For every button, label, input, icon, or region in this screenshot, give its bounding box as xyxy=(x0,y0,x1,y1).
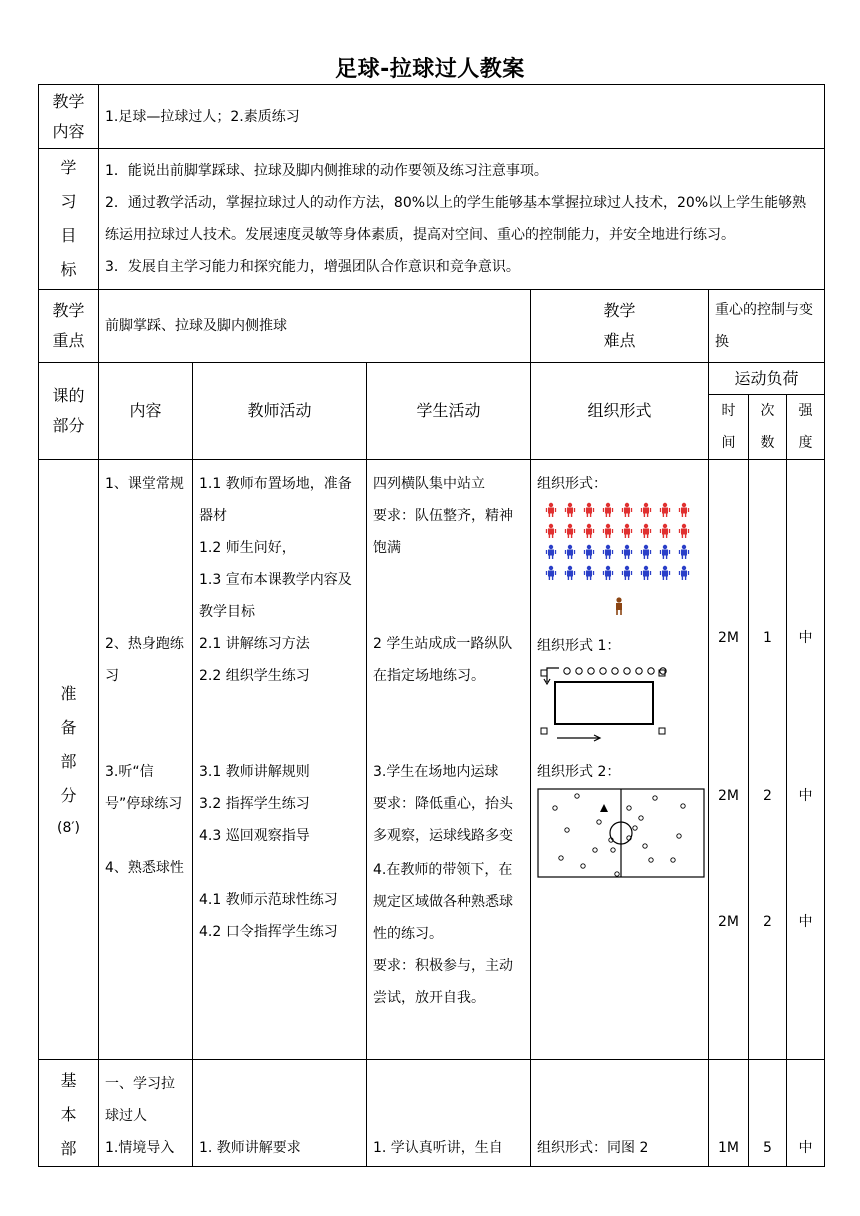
load-int-1: 中 xyxy=(798,630,813,646)
prep-teacher-5: 2.2 组织学生练习 xyxy=(199,668,310,684)
student-dot-icon xyxy=(600,668,606,674)
prep-student-5: 要求：降低重心，抬头多观察，运球线路多变 xyxy=(373,796,513,844)
teacher-figure-icon xyxy=(616,597,622,615)
student-dot-icon xyxy=(636,668,642,674)
student-figure-icon xyxy=(604,545,613,559)
student-figure-icon xyxy=(604,566,613,580)
prep-student-1: 四列横队集中站立 xyxy=(373,476,485,492)
goals-label xyxy=(39,149,99,290)
student-dot-icon xyxy=(611,848,615,852)
header-intensity-text: 强 度 xyxy=(798,403,813,451)
formation-diagram xyxy=(541,500,701,618)
student-figure-icon xyxy=(661,566,670,580)
prep-teacher-6: 3.1 教师讲解规则 xyxy=(199,764,310,780)
prep-student-6: 4.在教师的带领下，在规定区域做各种熟悉球性的练习。 xyxy=(373,862,513,942)
prep-teacher-4: 2.1 讲解练习方法 xyxy=(199,636,310,652)
org-label-2: 组织形式 2： xyxy=(537,764,621,780)
ball-control-field-diagram xyxy=(537,788,705,878)
prep-load-time xyxy=(709,460,749,1060)
basic-load-count xyxy=(749,1060,787,1167)
student-figure-icon xyxy=(661,545,670,559)
prep-part-label xyxy=(39,460,99,1060)
basic-intensity: 中 xyxy=(798,1140,813,1156)
load-int-3: 中 xyxy=(798,914,813,930)
student-figure-icon xyxy=(642,503,651,517)
student-dot-icon xyxy=(615,872,619,876)
diff-value: 重心的控制与变换 xyxy=(709,290,825,363)
prep-teacher-8: 4.3 巡回观察指导 xyxy=(199,828,310,844)
prep-teacher-1: 1.1 教师布置场地，准备器材 xyxy=(199,476,352,524)
student-figure-icon xyxy=(623,566,632,580)
student-figure-icon xyxy=(547,545,556,559)
org-label-1: 组织形式 1： xyxy=(537,638,621,654)
load-count-3: 2 xyxy=(763,914,772,930)
basic-part-label xyxy=(39,1060,99,1167)
prep-teacher-9: 4.1 教师示范球性练习 xyxy=(199,892,338,908)
student-dot-icon xyxy=(553,806,557,810)
header-time xyxy=(709,395,749,460)
student-figure-icon xyxy=(623,545,632,559)
student-figure-icon xyxy=(566,566,575,580)
prep-teacher xyxy=(193,460,367,1060)
student-dot-icon xyxy=(624,668,630,674)
running-track-diagram xyxy=(537,662,697,752)
prep-content-4: 4、熟悉球性 xyxy=(105,860,184,876)
student-dot-icon xyxy=(597,820,601,824)
basic-teacher xyxy=(193,1060,367,1167)
student-dot-icon xyxy=(559,856,563,860)
student-figure-icon xyxy=(585,545,594,559)
prep-content xyxy=(99,460,193,1060)
student-figure-icon xyxy=(623,503,632,517)
student-figure-icon xyxy=(566,545,575,559)
prep-student-3: 2 学生站成成一路纵队在指定场地练习。 xyxy=(373,636,513,684)
key-label xyxy=(39,290,99,363)
prep-duration: (8′) xyxy=(56,819,80,836)
student-dot-icon xyxy=(633,826,637,830)
prep-load-count xyxy=(749,460,787,1060)
header-student: 学生活动 xyxy=(367,363,531,460)
load-count-2: 2 xyxy=(763,788,772,804)
diff-label xyxy=(531,290,709,363)
diff-label-text: 教学 难点 xyxy=(603,301,636,350)
load-time-2: 2M xyxy=(718,788,739,804)
load-time-1: 2M xyxy=(718,630,739,646)
prep-student-2: 要求：队伍整齐，精神饱满 xyxy=(373,508,513,556)
basic-org-1: 组织形式：同图 2 xyxy=(537,1140,649,1156)
student-figure-icon xyxy=(642,545,651,559)
basic-time: 1M xyxy=(718,1140,739,1156)
prep-content-3: 3.听“信号”停球练习 xyxy=(105,764,183,812)
header-teacher: 教师活动 xyxy=(193,363,367,460)
prep-content-2: 2、热身跑练习 xyxy=(105,636,184,684)
student-figure-icon xyxy=(680,524,689,538)
content-label xyxy=(39,85,99,149)
student-figure-icon xyxy=(566,524,575,538)
org-label-0: 组织形式： xyxy=(537,476,607,492)
student-figure-icon xyxy=(680,566,689,580)
prep-teacher-2: 1.2 师生问好， xyxy=(199,540,296,556)
header-part xyxy=(39,363,99,460)
prep-student xyxy=(367,460,531,1060)
basic-load-time xyxy=(709,1060,749,1167)
basic-student xyxy=(367,1060,531,1167)
student-figure-icon xyxy=(680,545,689,559)
student-dot-icon xyxy=(581,864,585,868)
prep-part-text: 准 备 部 分 xyxy=(60,683,77,805)
header-intensity xyxy=(787,395,825,460)
goals-label-text: 学 习 目 标 xyxy=(60,158,77,279)
student-dot-icon xyxy=(588,668,594,674)
goal-item-2: 2．通过教学活动，掌握拉球过人的动作方法，80%以上的学生能够基本掌握拉球过人技术，20%以上学生能够熟练运用拉球过人技术。发展速度灵敏等身体素质，提高对空间、重心的控制能力，并安全地进行练习。 xyxy=(105,195,807,243)
student-dot-icon xyxy=(681,804,685,808)
basic-teacher-1: 1. 教师讲解要求 xyxy=(199,1140,301,1156)
student-figure-icon xyxy=(585,524,594,538)
student-figure-icon xyxy=(642,524,651,538)
basic-student-1: 1. 学认真听讲，生自 xyxy=(373,1140,503,1156)
header-load: 运动负荷 xyxy=(709,363,825,395)
student-figure-icon xyxy=(566,503,575,517)
prep-teacher-7: 3.2 指挥学生练习 xyxy=(199,796,310,812)
student-dot-icon xyxy=(643,844,647,848)
content-value: 1.足球—拉球过人；2.素质练习 xyxy=(99,85,825,149)
header-part-text: 课的 部分 xyxy=(52,386,85,435)
header-org: 组织形式 xyxy=(531,363,709,460)
load-int-2: 中 xyxy=(798,788,813,804)
load-count-1: 1 xyxy=(763,630,772,646)
student-dot-icon xyxy=(564,668,570,674)
student-dot-icon xyxy=(627,806,631,810)
student-dot-icon xyxy=(671,858,675,862)
header-content: 内容 xyxy=(99,363,193,460)
student-dot-icon xyxy=(648,668,654,674)
student-figure-icon xyxy=(680,503,689,517)
content-label-text: 教学 内容 xyxy=(52,91,85,141)
student-dot-icon xyxy=(593,848,597,852)
goal-item-3: 3．发展自主学习能力和探究能力，增强团队合作意识和竞争意识。 xyxy=(105,259,520,275)
student-figure-icon xyxy=(642,566,651,580)
basic-load-intensity xyxy=(787,1060,825,1167)
student-dot-icon xyxy=(612,668,618,674)
prep-teacher-10: 4.2 口令指挥学生练习 xyxy=(199,924,338,940)
prep-teacher-3: 1.3 宣布本课教学内容及教学目标 xyxy=(199,572,352,620)
basic-content xyxy=(99,1060,193,1167)
load-time-3: 2M xyxy=(718,914,739,930)
lesson-plan-table xyxy=(38,84,825,1167)
prep-content-1: 1、课堂常规 xyxy=(105,476,184,492)
student-figure-icon xyxy=(547,524,556,538)
key-value: 前脚掌踩、拉球及脚内侧推球 xyxy=(99,290,531,363)
student-dot-icon xyxy=(639,816,643,820)
student-dot-icon xyxy=(576,668,582,674)
student-figure-icon xyxy=(604,524,613,538)
student-figure-icon xyxy=(585,503,594,517)
basic-org xyxy=(531,1060,709,1167)
prep-student-4: 3.学生在场地内运球 xyxy=(373,764,499,780)
basic-part-text: 基 本 部 xyxy=(60,1071,77,1158)
header-time-text: 时 间 xyxy=(721,403,736,451)
student-dot-icon xyxy=(565,828,569,832)
student-figure-icon xyxy=(604,503,613,517)
goals-cell xyxy=(99,149,825,290)
header-count xyxy=(749,395,787,460)
cone-icon xyxy=(600,804,608,812)
prep-org xyxy=(531,460,709,1060)
student-figure-icon xyxy=(623,524,632,538)
header-count-text: 次 数 xyxy=(760,403,775,451)
student-figure-icon xyxy=(661,524,670,538)
prep-student-7: 要求：积极参与，主动尝试，放开自我。 xyxy=(373,958,513,1006)
goal-item-1: 1．能说出前脚掌踩球、拉球及脚内侧推球的动作要领及练习注意事项。 xyxy=(105,163,548,179)
student-figure-icon xyxy=(547,503,556,517)
student-dot-icon xyxy=(649,858,653,862)
student-figure-icon xyxy=(661,503,670,517)
key-label-text: 教学 重点 xyxy=(52,301,85,350)
student-figure-icon xyxy=(547,566,556,580)
student-figure-icon xyxy=(585,566,594,580)
page-title: 足球-拉球过人教案 xyxy=(335,57,525,82)
student-dot-icon xyxy=(653,796,657,800)
basic-content-1: 一、学习拉球过人 xyxy=(105,1076,175,1124)
basic-count: 5 xyxy=(763,1140,772,1156)
prep-load-intensity xyxy=(787,460,825,1060)
student-dot-icon xyxy=(677,834,681,838)
basic-content-2: 1.情境导入 xyxy=(105,1140,175,1156)
student-dot-icon xyxy=(575,794,579,798)
